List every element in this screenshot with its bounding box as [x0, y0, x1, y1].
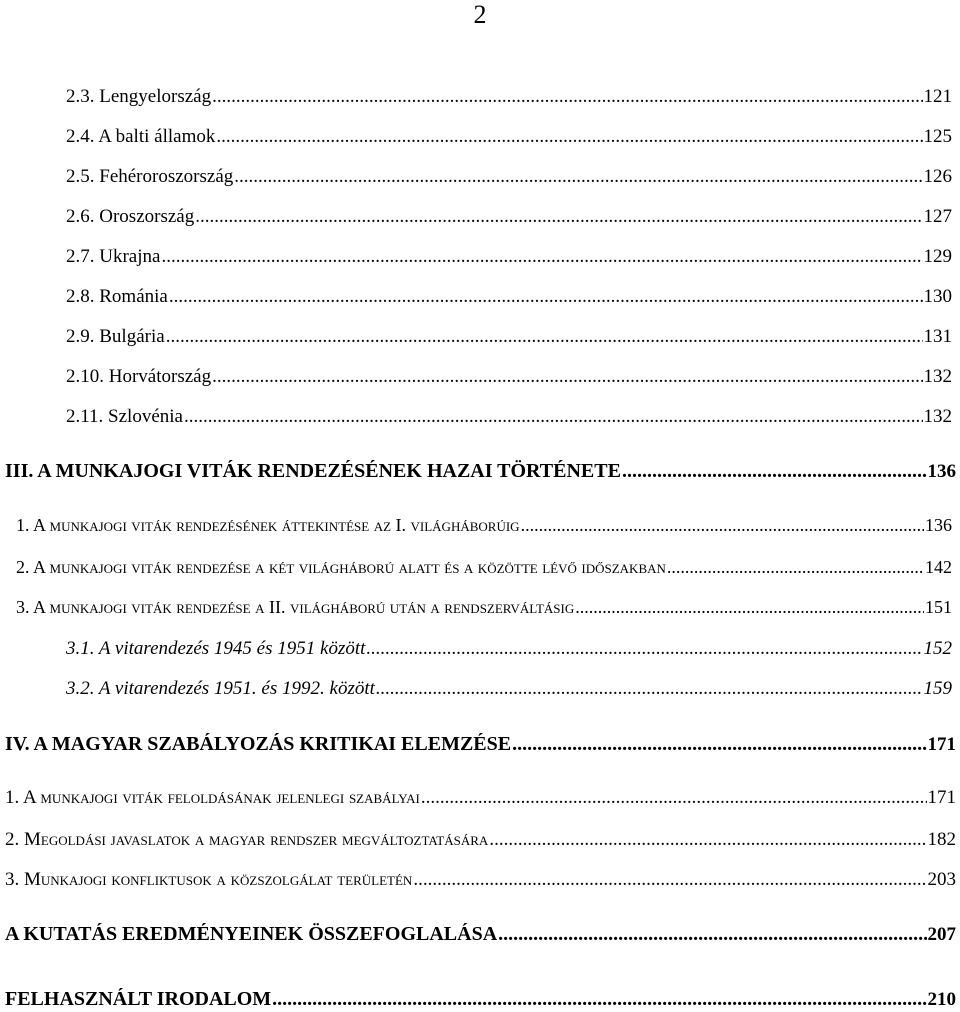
toc-entry[interactable]: [66, 246, 952, 268]
toc-chapter-entry[interactable]: [5, 923, 956, 946]
page-number: 2: [473, 0, 487, 29]
dot-leader: [413, 869, 926, 891]
toc-entry-label: 2.6. Oroszország: [66, 206, 195, 227]
toc-entry-label: III. A MUNKAJOGI VITÁK RENDEZÉSÉNEK HAZAI TÖRTÉNETE: [5, 460, 621, 482]
toc-entry[interactable]: [66, 286, 952, 308]
toc-chapter-entry[interactable]: [5, 460, 956, 483]
toc-entry-label: A KUTATÁS EREDMÉNYEINEK ÖSSZEFOGLALÁSA: [5, 923, 498, 945]
toc-entry-label: 2.11. Szlovénia: [66, 406, 183, 427]
toc-entry-label: 1. A munkajogi viták rendezésének áttekintése az I. világháborúig: [16, 515, 520, 535]
toc-entry-page: 171: [927, 734, 956, 755]
dot-leader: [521, 515, 924, 536]
toc-entry-page: 152: [923, 638, 952, 659]
toc-entry-label: 2.8. Románia: [66, 286, 168, 307]
toc-entry[interactable]: [5, 829, 956, 851]
dot-leader: [421, 787, 927, 809]
dot-leader: [272, 988, 926, 1011]
toc-entry[interactable]: [66, 366, 952, 388]
toc-entry-page: 182: [927, 829, 956, 850]
toc-entry-label: 3.1. A vitarendezés 1945 és 1951 között: [66, 638, 366, 659]
dot-leader: [195, 206, 922, 228]
toc-entry[interactable]: [66, 126, 952, 148]
dot-leader: [212, 86, 922, 108]
toc-entry[interactable]: [16, 515, 952, 536]
toc-entry-page: 171: [927, 787, 956, 808]
dot-leader: [512, 733, 926, 756]
toc-entry-label: 3. A munkajogi viták rendezése a II. világháború után a rendszerváltásig: [16, 597, 575, 617]
toc-entry-page: 132: [923, 406, 952, 427]
toc-entry-label: 3.2. A vitarendezés 1951. és 1992. között: [66, 678, 375, 699]
toc-entry-label: 2.4. A balti államok: [66, 126, 216, 147]
toc-entry[interactable]: [66, 638, 952, 660]
toc-entry[interactable]: [66, 326, 952, 348]
dot-leader: [166, 326, 923, 348]
toc-entry[interactable]: [66, 678, 952, 700]
toc-entry-page: 136: [927, 461, 956, 482]
toc-entry-label: 2.9. Bulgária: [66, 326, 165, 347]
toc-entry-page: 131: [923, 326, 952, 347]
dot-leader: [169, 286, 923, 308]
toc-entry[interactable]: [5, 869, 956, 891]
dot-leader: [376, 678, 923, 700]
toc-entry-page: 159: [923, 678, 952, 699]
toc-entry[interactable]: [16, 597, 952, 618]
dot-leader: [498, 923, 926, 946]
toc-entry-page: 126: [923, 166, 952, 187]
dot-leader: [366, 638, 922, 660]
dot-leader: [184, 406, 923, 428]
toc-entry[interactable]: [66, 166, 952, 188]
toc-entry-label: 2. A munkajogi viták rendezése a két világháború alatt és a közötte lévő időszakban: [16, 557, 666, 577]
toc-entry-label: 1. A munkajogi viták feloldásának jelenlegi szabályai: [5, 787, 420, 808]
toc-entry-label: 2.5. Fehéroroszország: [66, 166, 234, 187]
toc-entry[interactable]: [66, 206, 952, 228]
toc-entry[interactable]: [66, 406, 952, 428]
dot-leader: [667, 557, 924, 578]
toc-entry[interactable]: [5, 787, 956, 809]
toc-chapter-entry[interactable]: [5, 733, 956, 756]
toc-entry-page: 210: [927, 989, 956, 1010]
toc-entry-page: 203: [927, 869, 956, 890]
toc-entry-page: 207: [927, 924, 956, 945]
toc-entry-label: 2. Megoldási javaslatok a magyar rendszer megváltoztatására: [5, 829, 489, 850]
toc-entry[interactable]: [66, 86, 952, 108]
toc-entry-page: 121: [923, 86, 952, 107]
dot-leader: [575, 597, 924, 618]
toc-entry-label: IV. A MAGYAR SZABÁLYOZÁS KRITIKAI ELEMZÉSE: [5, 733, 512, 755]
dot-leader: [489, 829, 926, 851]
toc-entry-label: 3. Munkajogi konfliktusok a közszolgálat területén: [5, 869, 413, 890]
toc-entry-page: 142: [925, 557, 952, 577]
toc-entry-label: FELHASZNÁLT IRODALOM: [5, 988, 272, 1010]
toc-entry-page: 125: [923, 126, 952, 147]
toc-entry[interactable]: [16, 557, 952, 578]
toc-entry-label: 2.10. Horvátország: [66, 366, 212, 387]
toc-entry-page: 127: [923, 206, 952, 227]
toc-entry-page: 151: [925, 597, 952, 617]
dot-leader: [212, 366, 922, 388]
dot-leader: [234, 166, 922, 188]
dot-leader: [216, 126, 922, 148]
toc-entry-label: 2.3. Lengyelország: [66, 86, 212, 107]
dot-leader: [622, 460, 927, 483]
toc-entry-page: 132: [923, 366, 952, 387]
toc-chapter-entry[interactable]: [5, 988, 956, 1011]
toc-entry-label: 2.7. Ukrajna: [66, 246, 161, 267]
dot-leader: [161, 246, 922, 268]
toc-entry-page: 130: [923, 286, 952, 307]
toc-entry-page: 129: [923, 246, 952, 267]
toc-entry-page: 136: [925, 515, 952, 535]
